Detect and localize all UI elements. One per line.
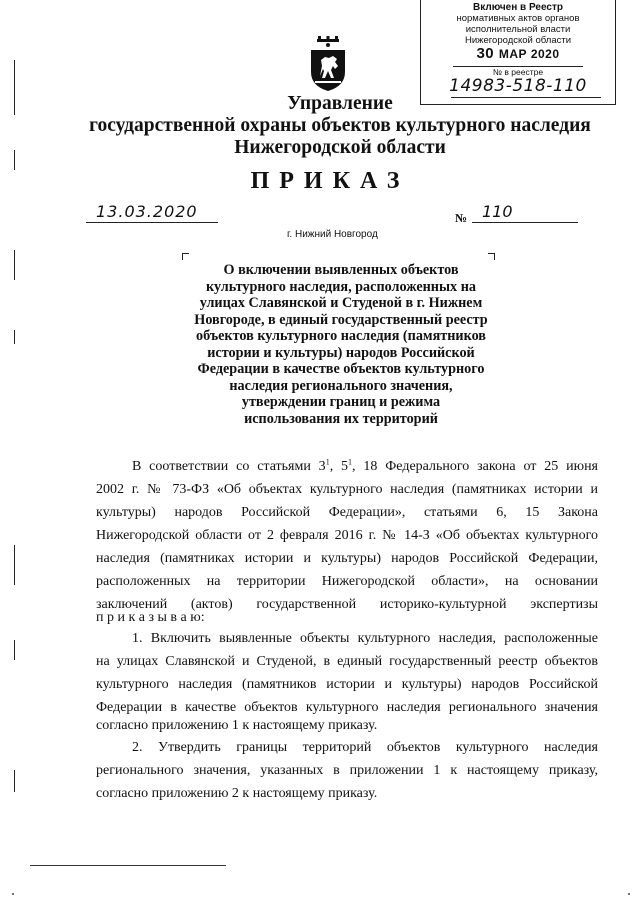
body-paragraph-1-line: наследия (памятниках истории и культуры) народов Российской Федерации, xyxy=(96,551,598,566)
document-title: ПРИКАЗ xyxy=(250,168,410,194)
subject-line: улицах Славянской и Студеной в г. Нижнем xyxy=(199,295,483,311)
stamp-registry-number: 14983-518-110 xyxy=(449,76,587,96)
body-paragraph-1-line: заключений (актов) государственной историко-культурной экспертизы xyxy=(96,597,598,612)
order-city: г. Нижний Новгород xyxy=(287,229,378,240)
body-paragraph-1-line: культуры) народов Российской Федерации», статьями 6, 15 Закона xyxy=(96,505,598,520)
order-number: 110 xyxy=(482,202,513,221)
order-date-underline xyxy=(86,222,218,223)
body-paragraph-2-line: согласно приложению 1 к настоящему приказу. xyxy=(96,718,378,733)
body-paragraph-3-line: согласно приложению 2 к настоящему приказу. xyxy=(96,786,378,801)
order-number-underline xyxy=(472,222,578,223)
body-paragraph-2-line: 1. Включить выявленные объекты культурного наследия, расположенные xyxy=(132,631,598,646)
subject-line: истории и культуры) народов Российской xyxy=(207,344,475,361)
body-paragraph-1-line: Нижегородской области от 2 февраля 2016 г. № 14-З «Об объектах культурного xyxy=(96,528,598,543)
subject-line: объектов культурного наследия (памятников xyxy=(196,328,486,344)
org-name-line-1: Управление xyxy=(287,93,393,114)
scan-speck xyxy=(628,893,630,895)
subject-line: утверждении границ и режима xyxy=(241,394,441,410)
body-decree-word: п р и к а з ы в а ю: xyxy=(96,610,205,625)
stamp-line-4: Нижегородской области xyxy=(464,35,572,46)
org-name-line-2: государственной охраны объектов культурного наследия xyxy=(89,115,591,136)
stamp-line-2: нормативных актов органов xyxy=(456,13,580,24)
body-paragraph-2-line: Федерации в качестве объектов культурного наследия регионального значения xyxy=(96,700,598,715)
org-name-line-3: Нижегородской области xyxy=(234,137,446,158)
scan-margin-line xyxy=(14,330,15,344)
registry-stamp xyxy=(420,0,616,105)
scan-margin-line xyxy=(14,640,15,660)
stamp-date-month: МАР 2020 xyxy=(498,47,560,61)
scan-margin-line xyxy=(14,60,15,115)
order-date: 13.03.2020 xyxy=(96,202,198,221)
body-text: В соответствии со статьями 3 xyxy=(132,459,326,474)
superscript: 1 xyxy=(348,457,353,467)
body-paragraph-1-line xyxy=(132,459,598,475)
subject-line: Федерации в качестве объектов культурного xyxy=(197,361,485,377)
body-text: , 5 xyxy=(329,459,349,474)
coat-of-arms-icon xyxy=(307,36,349,92)
stamp-line-1: Включен в Реестр xyxy=(473,2,563,13)
stamp-line-3: исполнительной власти xyxy=(465,24,571,35)
subject-corner-left xyxy=(182,253,189,260)
footer-rule xyxy=(30,865,226,866)
order-number-label: № xyxy=(455,211,468,225)
scan-speck xyxy=(12,893,14,895)
subject-line: использования их территорий xyxy=(244,410,438,427)
subject-corner-right xyxy=(488,253,495,260)
scan-margin-line xyxy=(14,250,15,280)
order-subject xyxy=(186,262,496,427)
stamp-registry-label: № в реестре xyxy=(492,67,544,77)
body-paragraph-3-line: 2. Утвердить границы территорий объектов культурного наследия xyxy=(132,740,598,755)
body-paragraph-3-line: регионального значения, указанных в приложении 1 к настоящему приказу, xyxy=(96,763,598,778)
scan-margin-line xyxy=(14,545,15,585)
body-paragraph-1-line: расположенных на территории Нижегородской области», на основании xyxy=(96,574,598,589)
body-paragraph-2-line: на улицах Славянской и Студеной, в единый государственный реестр объектов xyxy=(96,654,598,669)
scan-margin-line xyxy=(14,770,15,792)
superscript: 1 xyxy=(325,457,330,467)
body-text: , 18 Федерального закона от 25 июня xyxy=(352,459,598,474)
subject-line: наследия регионального значения, xyxy=(229,377,453,394)
scan-margin-line xyxy=(14,150,15,170)
subject-line: Новгороде, в единый государственный реестр xyxy=(194,311,488,328)
body-paragraph-2-line: культурного наследия (памятников истории и культуры) народов Российской xyxy=(96,677,598,692)
stamp-date xyxy=(421,46,615,62)
subject-line: О включении выявленных объектов xyxy=(223,262,459,278)
stamp-date-day: 30 xyxy=(476,45,495,62)
subject-line: культурного наследия, расположенных на xyxy=(206,278,476,295)
body-paragraph-1-line: 2002 г. № 73-ФЗ «Об объектах культурного наследия (памятниках истории и xyxy=(96,482,598,497)
